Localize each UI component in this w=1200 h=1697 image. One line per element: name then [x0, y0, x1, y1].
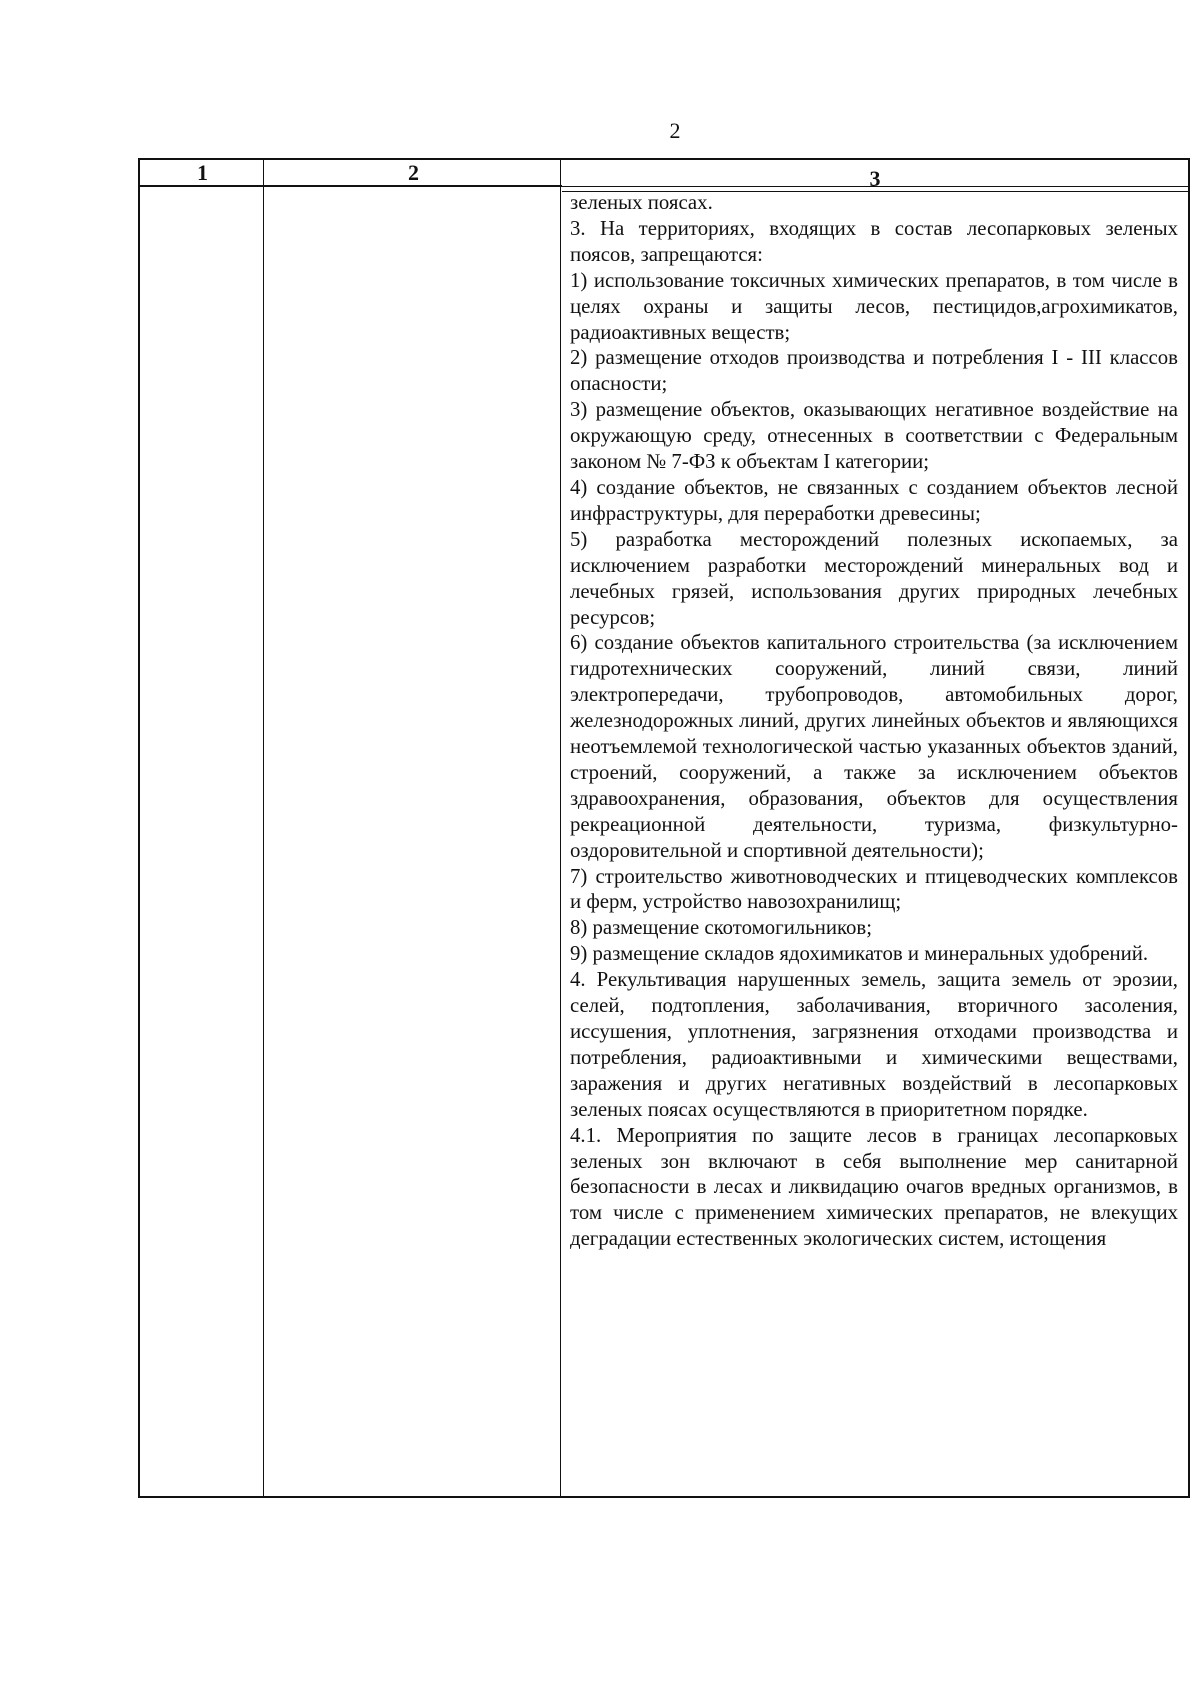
document-table [138, 158, 1190, 1498]
paragraph: 4) создание объектов, не связанных с созданием объектов лесной инфраструктуры, для переработки древесины; [570, 475, 1178, 525]
header-divider [140, 186, 1188, 187]
paragraph: 9) размещение складов ядохимикатов и минеральных удобрений. [570, 942, 1149, 966]
paragraph: 8) размещение скотомогильников; [570, 916, 873, 940]
cell-col-3-text [570, 190, 1178, 1252]
paragraph: зеленых поясах. [570, 191, 713, 214]
paragraph: 6) создание объектов капитального строительства (за исключением гидротехнических сооружений, линий связи, линий электропередачи, трубопроводов, автомобильных дорог, железнодорожных линий, других линейных объектов и являющихся неотъемлемой технологической частью указанных объектов зданий, строений, сооружений, а также за исключением объектов здравоохранения, образования, объектов для осуществления рекреационной деятельности, туризма, физкультурно-оздоровительной и спортивной деятельности); [570, 631, 1178, 862]
column-divider-2 [560, 160, 561, 1496]
paragraph: 3) размещение объектов, оказывающих негативное воздействие на окружающую среду, отнесенных в соответствии с Федеральным законом № 7-ФЗ к объектам I категории; [570, 398, 1178, 474]
paragraph: 4.1. Мероприятия по защите лесов в границах лесопарковых зеленых зон включают в себя выполнение мер санитарной безопасности в лесах и ликвидацию очагов вредных организмов, в том числе с применением химических препаратов, не влекущих деградации естественных экологических систем, истощения [570, 1123, 1178, 1251]
header-col-1: 1 [140, 160, 265, 186]
paragraph: 7) строительство животноводческих и птицеводческих комплексов и ферм, устройство навозохранилищ; [570, 864, 1178, 914]
cell-col-2 [265, 188, 560, 1496]
column-divider-1 [263, 160, 264, 1496]
paragraph: 3. На территориях, входящих в состав лесопарковых зеленых поясов, запрещаются: [570, 216, 1178, 266]
cell-col-1 [140, 188, 263, 1496]
page-number: 2 [669, 118, 681, 143]
header-col-3: 3 [562, 166, 1188, 192]
paragraph: 2) размещение отходов производства и потребления I - III классов опасности; [570, 346, 1178, 396]
header-col-2: 2 [265, 160, 562, 186]
paragraph: 4. Рекультивация нарушенных земель, защита земель от эрозии, селей, подтопления, заболачивания, вторичного засоления, иссушения, уплотнения, загрязнения отходами производства и потребления, радиоактивными и химическими веществами, заражения и других негативных воздействий в лесопарковых зеленых поясах осуществляются в приоритетном порядке. [570, 968, 1178, 1121]
paragraph: 5) разработка месторождений полезных ископаемых, за исключением разработки месторождений минеральных вод и лечебных грязей, использования других природных лечебных ресурсов; [570, 527, 1178, 629]
paragraph: 1) использование токсичных химических препаратов, в том числе в целях охраны и защиты лесов, пестицидов,агрохимикатов, радиоактивных веществ; [570, 268, 1178, 344]
